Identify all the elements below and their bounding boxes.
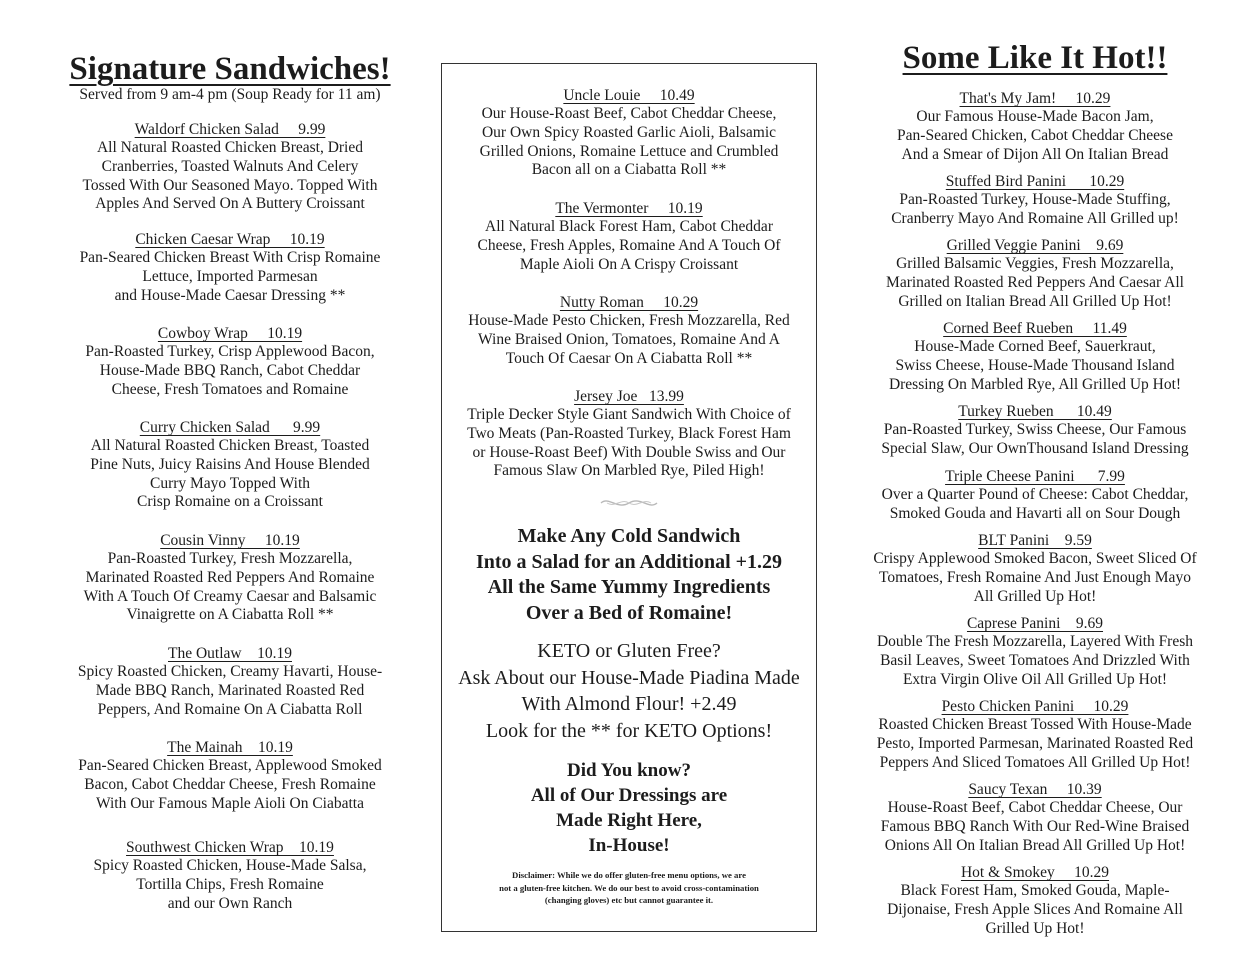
menu-item (852, 320, 1218, 394)
keto-gluten-free-promo: KETO or Gluten Free? Ask About our House-Made Piadina Made With Almond Flour! +2.49 Look for the ** for KETO Options! (458, 640, 800, 742)
item-description: Pan-Roasted Turkey, Crisp Applewood Bacon, House-Made BBQ Ranch, Cabot Cheddar Cheese, Fresh Tomatoes and Romaine (85, 343, 375, 398)
menu-item (40, 419, 420, 512)
menu-item (40, 645, 420, 719)
menu-item (40, 839, 420, 913)
menu-item (852, 615, 1218, 689)
menu-item (40, 532, 420, 625)
item-description: Double The Fresh Mozzarella, Layered With Fresh Basil Leaves, Sweet Tomatoes And Drizzled With Extra Virgin Olive Oil All Grilled Up Hot! (876, 633, 1194, 688)
item-description: Black Forest Ham, Smoked Gouda, Maple- Dijonaise, Fresh Apple Slices And Romaine All Grilled Up Hot! (887, 882, 1183, 937)
middle-boxed-panel (441, 63, 817, 932)
item-name-price: Waldorf Chicken Salad 9.99 (134, 121, 326, 138)
item-name-price: BLT Panini 9.59 (978, 532, 1092, 549)
item-name-price: The Mainah 10.19 (167, 739, 293, 756)
item-name-price: Cousin Vinny 10.19 (160, 532, 300, 549)
item-name-price: Hot & Smokey 10.29 (960, 864, 1110, 881)
item-name-price: Triple Cheese Panini 7.99 (945, 468, 1125, 485)
item-description: House-Made Corned Beef, Sauerkraut, Swiss Cheese, House-Made Thousand Island Dressing On Marbled Rye, All Grilled Up Hot! (888, 338, 1182, 393)
menu-item (448, 200, 810, 274)
menu-item (852, 403, 1218, 459)
item-description: Spicy Roasted Chicken, House-Made Salsa, Tortilla Chips, Fresh Romaine and our Own Ranch (93, 857, 367, 912)
menu-item (852, 864, 1218, 938)
item-description: Pan-Seared Chicken Breast, Applewood Smoked Bacon, Cabot Cheddar Cheese, Fresh Romaine With Our Famous Maple Aioli On Ciabatta (78, 757, 382, 812)
item-name-price: Turkey Rueben 10.49 (958, 403, 1112, 420)
menu-item (852, 237, 1218, 311)
item-name-price: Curry Chicken Salad 9.99 (139, 419, 321, 436)
item-name-price: Nutty Roman 10.29 (559, 294, 699, 311)
item-description: Pan-Seared Chicken Breast With Crisp Romaine Lettuce, Imported Parmesan and House-Made Caesar Dressing ** (79, 249, 381, 304)
item-description: Crispy Applewood Smoked Bacon, Sweet Sliced Of Tomatoes, Fresh Romaine And Just Enough Mayo All Grilled Up Hot! (873, 550, 1197, 605)
item-description: Triple Decker Style Giant Sandwich With Choice of Two Meats (Pan-Roasted Turkey, Black Forest Ham or House-Roast Beef) With Double Swiss and Our Famous Slaw On Marbled Rye, Piled High! (467, 406, 791, 480)
gluten-disclaimer: Disclaimer: While we do offer gluten-free menu options, we are not a gluten-free kitchen. We do our best to avoid cross-contamination (changing gloves) etc but cannot guarantee it. (499, 870, 759, 905)
item-name-price: Pesto Chicken Panini 10.29 (941, 698, 1129, 715)
item-name-price: Uncle Louie 10.49 (563, 87, 695, 104)
item-name-price: Southwest Chicken Wrap 10.19 (126, 839, 334, 856)
item-name-price: That's My Jam! 10.29 (959, 90, 1111, 107)
menu-item (40, 121, 420, 214)
section-subtitle: Served from 9 am-4 pm (Soup Ready for 11 am) (79, 86, 381, 103)
item-description: All Natural Roasted Chicken Breast, Toasted Pine Nuts, Juicy Raisins And House Blended Curry Mayo Topped With Crisp Romaine on a Croissant (90, 437, 370, 511)
item-description: House-Roast Beef, Cabot Cheddar Cheese, Our Famous BBQ Ranch With Our Red-Wine Braised Onions All On Italian Bread All Grilled Up Hot! (880, 799, 1190, 854)
item-description: House-Made Pesto Chicken, Fresh Mozzarella, Red Wine Braised Onion, Tomatoes, Romaine And A Touch Of Caesar On A Ciabatta Roll ** (468, 312, 790, 367)
item-name-price: Stuffed Bird Panini 10.29 (945, 173, 1125, 190)
item-description: All Natural Roasted Chicken Breast, Dried Cranberries, Toasted Walnuts And Celery Tossed With Our Seasoned Mayo. Topped With Apples And Served On A Buttery Croissant (82, 139, 378, 213)
item-name-price: Chicken Caesar Wrap 10.19 (135, 231, 325, 248)
item-description: All Natural Black Forest Ham, Cabot Cheddar Cheese, Fresh Apples, Romaine And A Touch Of Maple Aioli On A Crispy Croissant (477, 218, 781, 273)
item-description: Pan-Roasted Turkey, Fresh Mozzarella, Marinated Roasted Red Peppers And Romaine With A Touch Of Creamy Caesar and Balsamic Vinaigrette on A Ciabatta Roll ** (83, 550, 377, 624)
item-name-price: The Outlaw 10.19 (168, 645, 292, 662)
menu-item (448, 294, 810, 368)
item-description: Roasted Chicken Breast Tossed With House-Made Pesto, Imported Parmesan, Marinated Roasted Red Peppers And Sliced Tomatoes All Grilled Up Hot! (876, 716, 1194, 771)
menu-item (852, 173, 1218, 229)
menu-item (448, 388, 810, 481)
menu-item (852, 468, 1218, 524)
menu-item (40, 231, 420, 305)
item-name-price: Jersey Joe 13.99 (574, 388, 684, 405)
item-name-price: Cowboy Wrap 10.19 (157, 325, 303, 342)
item-description: Spicy Roasted Chicken, Creamy Havarti, House- Made BBQ Ranch, Marinated Roasted Red Peppers, And Romaine On A Ciabatta Roll (77, 663, 383, 718)
menu-item (852, 90, 1218, 164)
section-title: Signature Sandwiches! (69, 51, 391, 87)
item-description: Grilled Balsamic Veggies, Fresh Mozzarella, Marinated Roasted Red Peppers And Caesar All Grilled on Italian Bread All Grilled Up Hot! (886, 255, 1184, 310)
item-description: Pan-Roasted Turkey, Swiss Cheese, Our Famous Special Slaw, Our OwnThousand Island Dressing (881, 421, 1189, 457)
item-description: Over a Quarter Pound of Cheese: Cabot Cheddar, Smoked Gouda and Havarti all on Sour Dough (881, 486, 1189, 522)
section-title: Some Like It Hot!! (902, 40, 1168, 76)
item-name-price: Caprese Panini 9.69 (966, 615, 1104, 632)
menu-item (448, 87, 810, 180)
item-description: Our House-Roast Beef, Cabot Cheddar Cheese, Our Own Spicy Roasted Garlic Aioli, Balsamic Grilled Onions, Romaine Lettuce and Crumbled Bacon all on a Ciabatta Roll ** (479, 105, 779, 179)
item-name-price: Corned Beef Rueben 11.49 (943, 320, 1127, 337)
item-description: Pan-Roasted Turkey, House-Made Stuffing, Cranberry Mayo And Romaine All Grilled up! (891, 191, 1179, 227)
menu-item (852, 698, 1218, 772)
salad-upgrade-promo: Make Any Cold Sandwich Into a Salad for an Additional +1.29 All the Same Yummy Ingredients Over a Bed of Romaine! (475, 525, 783, 624)
item-description: Our Famous House-Made Bacon Jam, Pan-Seared Chicken, Cabot Cheddar Cheese And a Smear of Dijon All On Italian Bread (897, 108, 1173, 163)
flourish-divider-icon (442, 496, 816, 510)
menu-item (40, 325, 420, 399)
menu-item (852, 532, 1218, 606)
item-name-price: Grilled Veggie Panini 9.69 (946, 237, 1124, 254)
dressings-promo: Did You know? All of Our Dressings are Made Right Here, In-House! (530, 760, 728, 856)
menu-item (852, 781, 1218, 855)
item-name-price: Saucy Texan 10.39 (968, 781, 1102, 798)
item-name-price: The Vermonter 10.19 (555, 200, 703, 217)
menu-item (40, 739, 420, 813)
